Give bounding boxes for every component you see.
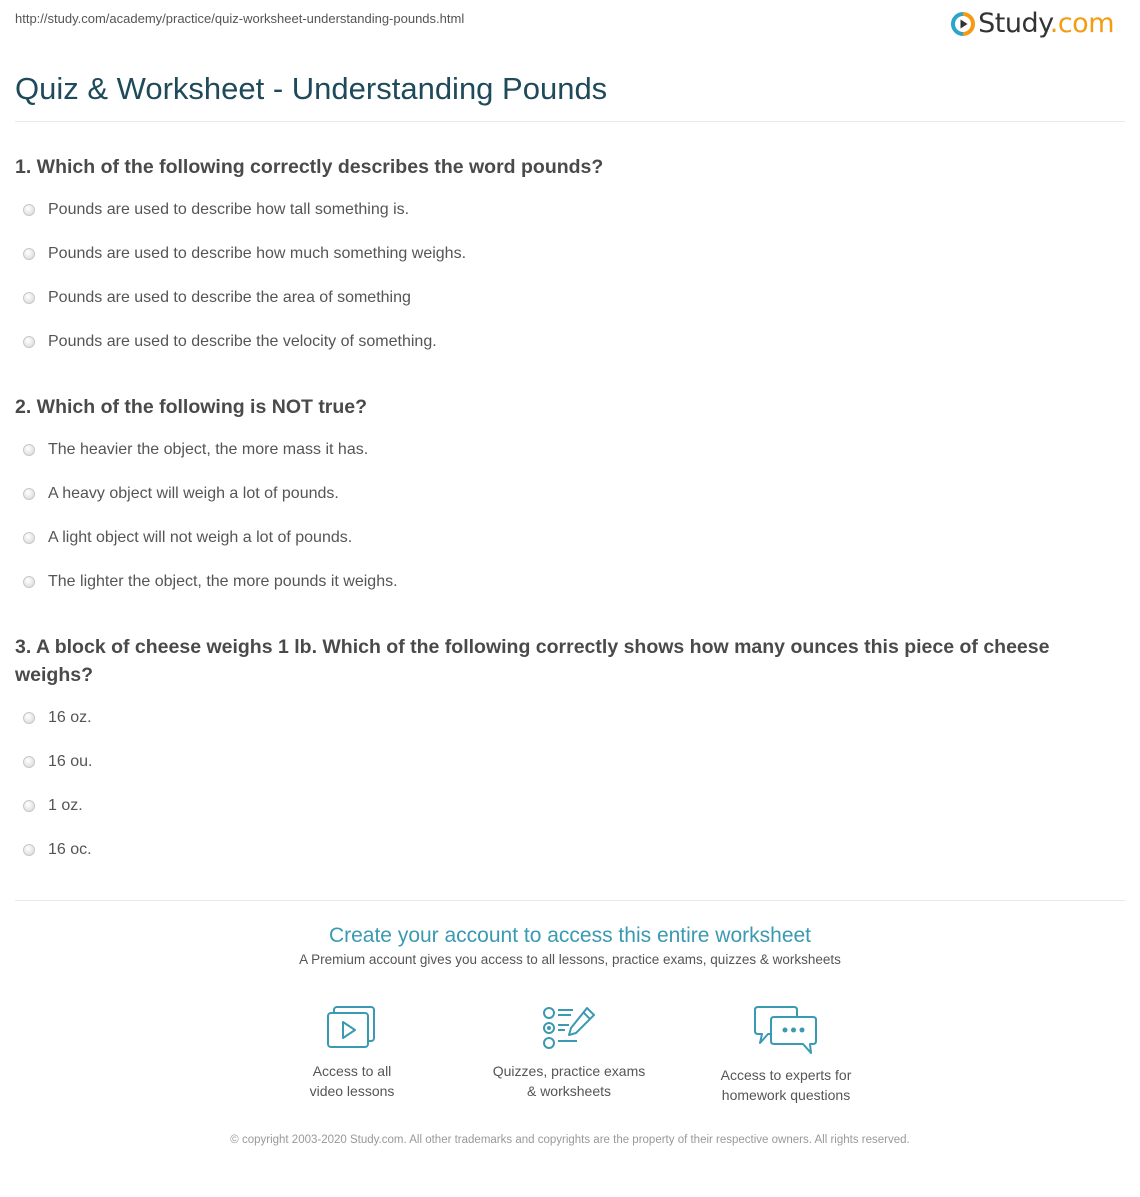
- radio-button[interactable]: [23, 532, 35, 544]
- radio-button[interactable]: [23, 576, 35, 588]
- radio-button[interactable]: [23, 336, 35, 348]
- q1-option-3[interactable]: [23, 287, 411, 309]
- question-2: [15, 393, 1100, 421]
- page-title: Quiz & Worksheet - Understanding Pounds: [15, 71, 608, 106]
- option-label: 16 ou.: [48, 753, 93, 770]
- option-label: 1 oz.: [48, 797, 83, 814]
- feature-label-line2: video lessons: [309, 1083, 395, 1099]
- video-lessons-icon: [326, 1005, 378, 1051]
- option-label: Pounds are used to describe how tall something is.: [48, 201, 410, 218]
- q2-option-3[interactable]: [23, 527, 352, 549]
- play-circle-logo-icon: [951, 12, 975, 36]
- radio-button[interactable]: [23, 844, 35, 856]
- study-com-logo[interactable]: [951, 8, 1114, 40]
- quiz-checklist-icon: [541, 1005, 597, 1051]
- option-label: 16 oz.: [48, 709, 92, 726]
- q3-option-4[interactable]: [23, 839, 92, 861]
- logo-name: Study: [978, 8, 1050, 39]
- radio-button[interactable]: [23, 204, 35, 216]
- radio-button[interactable]: [23, 712, 35, 724]
- question-text: 3. A block of cheese weighs 1 lb. Which of the following correctly shows how many ounces this piece of cheese weighs?: [15, 636, 1050, 686]
- q3-option-1[interactable]: [23, 707, 92, 729]
- option-label: The lighter the object, the more pounds it weighs.: [48, 573, 398, 590]
- question-text: 1. Which of the following correctly describes the word pounds?: [15, 156, 604, 178]
- feature-label-line1: Access to experts for: [720, 1067, 852, 1083]
- question-1: [15, 153, 1100, 181]
- option-label: 16 oc.: [48, 841, 92, 858]
- q1-option-4[interactable]: [23, 331, 437, 353]
- feature-label-line1: Quizzes, practice exams: [492, 1063, 646, 1079]
- radio-button[interactable]: [23, 248, 35, 260]
- premium-cta: [0, 922, 1140, 970]
- section-divider: [15, 900, 1125, 901]
- q3-option-3[interactable]: [23, 795, 83, 817]
- page-url-link[interactable]: http://study.com/academy/practice/quiz-worksheet-understanding-pounds.html: [15, 11, 465, 26]
- chat-bubbles-icon: [754, 1005, 818, 1055]
- title-divider: [15, 121, 1125, 122]
- feature-label-line2: homework questions: [721, 1087, 851, 1103]
- option-label: Pounds are used to describe the velocity of something.: [48, 333, 437, 350]
- logo-text: [978, 8, 1114, 40]
- question-3: [15, 633, 1100, 689]
- feature-quizzes: [469, 1005, 669, 1101]
- copyright-text: © copyright 2003-2020 Study.com. All other trademarks and copyrights are the property of their respective owners. All rights reserved.: [230, 1134, 910, 1146]
- radio-button[interactable]: [23, 292, 35, 304]
- cta-title-link[interactable]: Create your account to access this entire worksheet: [328, 924, 812, 947]
- q2-option-4[interactable]: [23, 571, 398, 593]
- radio-button[interactable]: [23, 800, 35, 812]
- q2-option-1[interactable]: [23, 439, 368, 461]
- feature-label-line1: Access to all: [312, 1063, 392, 1079]
- radio-button[interactable]: [23, 444, 35, 456]
- option-label: Pounds are used to describe how much something weighs.: [48, 245, 467, 262]
- option-label: Pounds are used to describe the area of something: [48, 289, 411, 306]
- feature-experts: [686, 1005, 886, 1105]
- radio-button[interactable]: [23, 488, 35, 500]
- q1-option-2[interactable]: [23, 243, 466, 265]
- q3-option-2[interactable]: [23, 751, 92, 773]
- option-label: A light object will not weigh a lot of pounds.: [48, 529, 353, 546]
- q2-option-2[interactable]: [23, 483, 339, 505]
- option-label: A heavy object will weigh a lot of pounds.: [48, 485, 339, 502]
- feature-video-lessons: [252, 1005, 452, 1101]
- feature-label-line2: & worksheets: [526, 1083, 612, 1099]
- q1-option-1[interactable]: [23, 199, 409, 221]
- logo-suffix: .com: [1049, 8, 1114, 39]
- question-text: 2. Which of the following is NOT true?: [15, 396, 368, 418]
- radio-button[interactable]: [23, 756, 35, 768]
- option-label: The heavier the object, the more mass it has.: [48, 441, 369, 458]
- cta-subtitle: A Premium account gives you access to all lessons, practice exams, quizzes & worksheets: [299, 952, 841, 967]
